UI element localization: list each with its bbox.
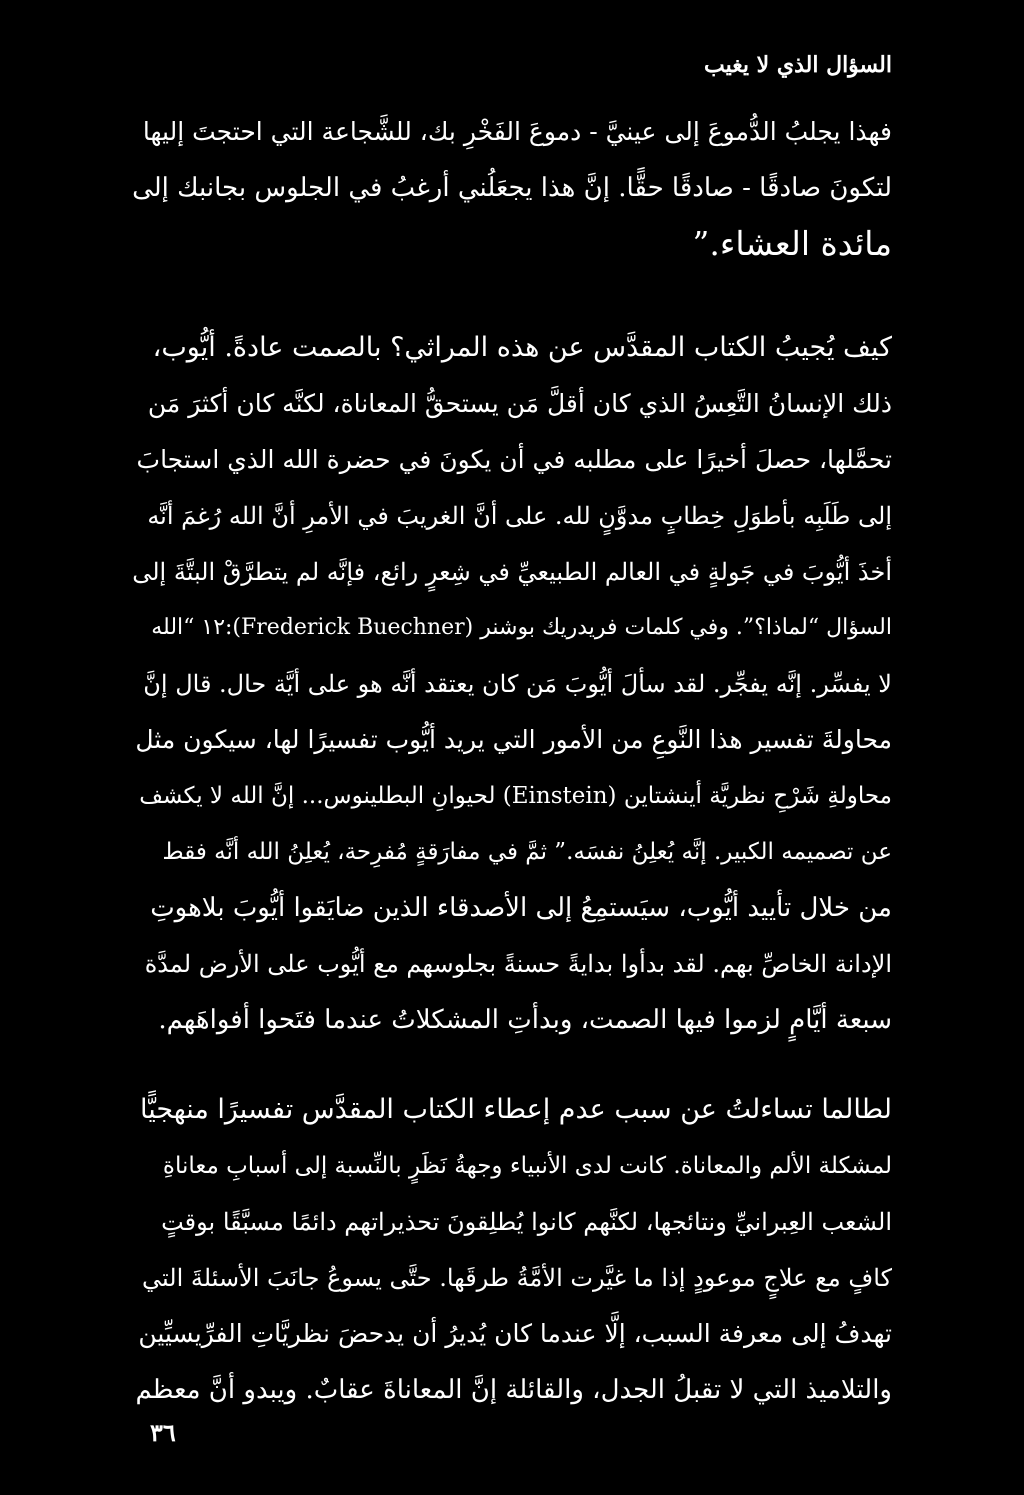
text-line: كافٍ مع علاجٍ موعودٍ إذا ما غيَّرت الأمَّةُ طرقَها. حتَّى يسوعُ جانَبَ الأسئلةَ التي	[142, 1264, 892, 1292]
text-line: كيف يُجيبُ الكتاب المقدَّس عن هذه المراثي؟ بالصمت عادةً. أيُّوب،	[152, 332, 892, 363]
text-line: ذلك الإنسانُ التَّعِسُ الذي كان أقلَّ مَن يستحقُّ المعاناة، لكنَّه كان أكثرَ مَن	[147, 389, 892, 418]
paragraph-3	[132, 1082, 892, 1418]
text-line: لا يفسِّر. إنَّه يفجِّر. لقد سألَ أيُّوبَ مَن كان يعتقد أنَّه هو على أيَّة حال. قال إنَّ	[143, 670, 892, 698]
text-line: مائدة العشاء.”	[692, 224, 892, 263]
text-line: محاولةِ شَرْحِ نظريَّة أينشتاين (Einstein) لحيوانِ البطلينوس... إنَّ الله لا يكشف	[139, 783, 892, 809]
paragraph-1	[132, 104, 892, 272]
text-line: محاولةَ تفسير هذا النَّوعِ من الأمور التي يريد أيُّوب تفسيرًا لها، سيكون مثل	[135, 725, 892, 754]
text-line: والتلاميذ التي لا تقبلُ الجدل، والقائلة إنَّ المعاناةَ عقابٌ. ويبدو أنَّ معظم	[135, 1375, 892, 1405]
text-line: لطالما تساءلتُ عن سبب عدم إعطاء الكتاب المقدَّس تفسيرًا منهجيًّا	[139, 1094, 892, 1125]
text-line: الإدانة الخاصِّ بهم. لقد بدأوا بدايةً حسنةً بجلوسهم مع أيُّوب على الأرض لمدَّة	[144, 950, 892, 978]
running-header: السؤال الذي لا يغيب	[704, 52, 892, 78]
text-line: لتكونَ صادقًا - صادقًا حقًّا. إنَّ هذا يجعَلُني أرغبُ في الجلوس بجانبك إلى	[132, 173, 892, 203]
text-line: عن تصميمه الكبير. إنَّه يُعلِنُ نفسَه.” ثمَّ في مفارَقةٍ مُفرِحة، يُعلِنُ الله أنَّه فقط	[162, 839, 892, 865]
text-line: أخذَ أيُّوبَ في جَولةٍ في العالم الطبيعيِّ في شِعرٍ رائع، فإنَّه لم يتطرَّقْ البتَّةَ إلى	[132, 558, 892, 586]
text-line: الشعب العِبرانيِّ ونتائجها، لكنَّهم كانوا يُطلِقونَ تحذيراتهم دائمًا مسبَّقًا بوقتٍ	[161, 1208, 892, 1236]
text-line: السؤال “لماذا؟”. وفي كلمات فريدريك بوشنر (Frederick Buechner)‏:١٢ “الله	[151, 615, 892, 640]
text-line: سبعة أيَّامٍ لزموا فيها الصمت، وبدأتِ المشكلاتُ عندما فتَحوا أفواهَهم.	[158, 1005, 892, 1035]
paragraph-2	[132, 320, 892, 1048]
text-line: فهذا يجلبُ الدُّموعَ إلى عينيَّ - دموعَ الفَخْرِ بك، للشَّجاعة التي احتجتَ إليها	[142, 117, 892, 146]
text-line: إلى طَلَبِه بأطوَلِ خِطابٍ مدوَّنٍ لله. على أنَّ الغريبَ في الأمرِ أنَّ الله رُغمَ أنَّه	[147, 502, 892, 530]
text-line: من خلال تأييد أيُّوب، سيَستمِعُ إلى الأصدقاء الذين ضايَقوا أيُّوبَ بلاهوتِ	[150, 893, 892, 923]
text-line: تحمَّلها، حصلَ أخيرًا على مطلبه في أن يكونَ في حضرة الله الذي استجابَ	[136, 445, 892, 474]
page-number: ٣٦	[150, 1418, 176, 1447]
text-line: تهدفُ إلى معرفة السبب، إلَّا عندما كان يُديرُ أن يدحضَ نظريَّاتِ الفرِّيسيِّين	[138, 1319, 892, 1348]
text-line: لمشكلة الألم والمعاناة. كانت لدى الأنبياء وجهةُ نَظَرٍ بالنِّسبة إلى أسبابِ معاناةِ	[162, 1153, 892, 1179]
